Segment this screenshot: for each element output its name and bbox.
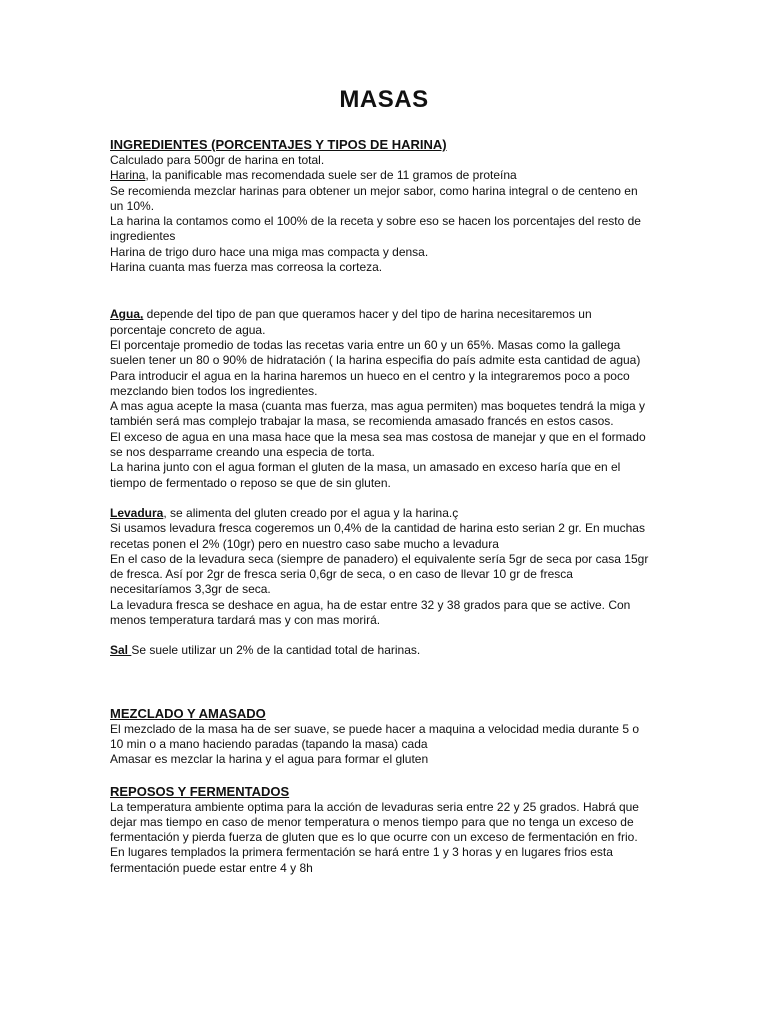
paragraph-line: un 10%. bbox=[110, 198, 155, 213]
paragraph-line bbox=[110, 643, 662, 658]
document-body bbox=[110, 136, 662, 876]
keyword-sal: Sal bbox=[110, 643, 132, 658]
paragraph-line: menos temperatura tardará mas y con mas morirá. bbox=[110, 613, 381, 628]
section-heading-reposos: REPOSOS Y FERMENTADOS bbox=[110, 783, 290, 799]
paragraph-line: El exceso de agua en una masa hace que la mesa sea mas costosa de manejar y que en el formado bbox=[110, 429, 646, 444]
paragraph-line: suelen tener un 80 o 90% de hidratación ( la harina especifia do país admite esta cantidad de agua) bbox=[110, 353, 641, 368]
paragraph-line: Para introducir el agua en la harina haremos un hueco en el centro y la integraremos poco a poco bbox=[110, 368, 630, 383]
paragraph-line: La harina la contamos como el 100% de la receta y sobre eso se hacen los porcentajes del resto de bbox=[110, 214, 641, 229]
section-heading-mezclado: MEZCLADO Y AMASADO bbox=[110, 705, 266, 721]
line-text: , se alimenta del gluten creado por el agua y la harina.ç bbox=[163, 505, 459, 520]
paragraph-line: fermentación puede estar entre 4 y 8h bbox=[110, 860, 313, 875]
paragraph-line: necesitaríamos 3,3gr de seca. bbox=[110, 582, 271, 597]
keyword-harina: Harina bbox=[110, 168, 146, 183]
paragraph-line bbox=[110, 307, 662, 322]
paragraph-line: porcentaje concreto de agua. bbox=[110, 322, 266, 337]
paragraph-line: recetas ponen el 2% (10gr) pero en nuestro caso sabe mucho a levadura bbox=[110, 536, 499, 551]
paragraph-line bbox=[110, 506, 662, 521]
paragraph-line: Se recomienda mezclar harinas para obtener un mejor sabor, como harina integral o de centeno en bbox=[110, 183, 638, 198]
section-ingredientes bbox=[110, 136, 662, 275]
paragraph-line: Harina de trigo duro hace una miga mas compacta y densa. bbox=[110, 244, 429, 259]
section-levadura bbox=[110, 506, 662, 628]
paragraph-line: también será mas complejo trabajar la masa, se recomienda amasado francés en estos casos. bbox=[110, 414, 614, 429]
paragraph-line: ingredientes bbox=[110, 229, 176, 244]
paragraph-line: Amasar es mezclar la harina y el agua para formar el gluten bbox=[110, 752, 429, 767]
paragraph-line: En lugares templados la primera fermentación se hará entre 1 y 3 horas y en lugares frios esta bbox=[110, 845, 613, 860]
paragraph-line: Si usamos levadura fresca cogeremos un 0,4% de la cantidad de harina esto serian 2 gr. En muchas bbox=[110, 521, 645, 536]
paragraph-line: mezclando bien todos los ingredientes. bbox=[110, 383, 318, 398]
paragraph-line: El mezclado de la masa ha de ser suave, se puede hacer a maquina a velocidad media durante 5 o bbox=[110, 721, 639, 736]
page-title: MASAS bbox=[339, 86, 429, 113]
line-text: , la panificable mas recomendada suele ser de 11 gramos de proteína bbox=[145, 168, 517, 183]
section-heading-ingredientes: INGREDIENTES (PORCENTAJES Y TIPOS DE HARINA) bbox=[110, 137, 447, 152]
paragraph-line: Calculado para 500gr de harina en total. bbox=[110, 153, 325, 167]
line-text: Se suele utilizar un 2% de la cantidad total de harinas. bbox=[131, 643, 421, 658]
paragraph-line: A mas agua acepte la masa (cuanta mas fuerza, mas agua permiten) mas boquetes tendrá la miga y bbox=[110, 399, 645, 414]
paragraph-line: Harina cuanta mas fuerza mas correosa la corteza. bbox=[110, 260, 383, 275]
paragraph-line: se nos desparrame creando una especia de torta. bbox=[110, 445, 375, 460]
paragraph-line: de fresca. Así por 2gr de fresca seria 0,6gr de seca, o en caso de llevar 10 gr de fresca bbox=[110, 567, 573, 582]
paragraph-line: La temperatura ambiente optima para la acción de levaduras seria entre 22 y 25 grados. Habrá que bbox=[110, 799, 639, 814]
paragraph-line: La levadura fresca se deshace en agua, ha de estar entre 32 y 38 grados para que se active. Con bbox=[110, 597, 631, 612]
section-agua bbox=[110, 307, 662, 491]
keyword-agua: Agua, bbox=[110, 307, 144, 322]
paragraph-line: La harina junto con el agua forman el gluten de la masa, un amasado en exceso haría que en el bbox=[110, 460, 621, 475]
paragraph-line: En el caso de la levadura seca (siempre de panadero) el equivalente sería 5gr de seca por casa 15gr bbox=[110, 551, 649, 566]
section-sal bbox=[110, 643, 662, 658]
paragraph-line: tiempo de fermentado o reposo se que de sin gluten. bbox=[110, 475, 391, 490]
paragraph-line: 10 min o a mano haciendo paradas (tapando la masa) cada bbox=[110, 736, 428, 751]
section-mezclado bbox=[110, 705, 662, 768]
section-reposos bbox=[110, 783, 662, 876]
line-text: depende del tipo de pan que queramos hacer y del tipo de harina necesitaremos un bbox=[143, 307, 592, 322]
paragraph-line: dejar mas tiempo en caso de menor temperatura o menos tiempo para que no tenga un exceso de bbox=[110, 814, 634, 829]
keyword-levadura: Levadura bbox=[110, 505, 164, 520]
paragraph-line: fermentación y pierda fuerza de gluten que es lo que ocurre con un exceso de fermentación en frio. bbox=[110, 830, 638, 845]
paragraph-line bbox=[110, 168, 662, 183]
paragraph-line: El porcentaje promedio de todas las recetas varia entre un 60 y un 65%. Masas como la gallega bbox=[110, 337, 621, 352]
